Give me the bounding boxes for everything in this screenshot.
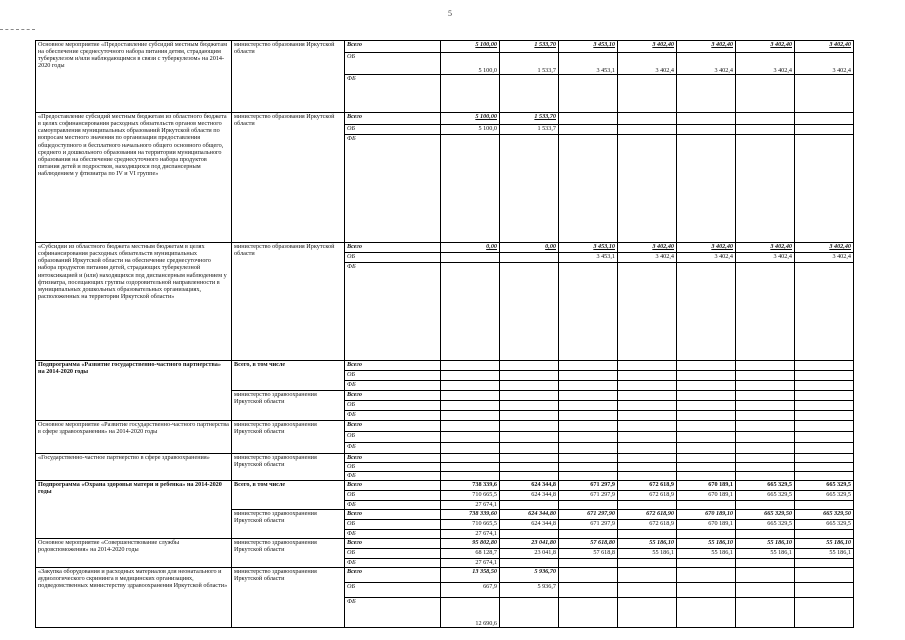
value-cell bbox=[500, 454, 559, 463]
value-cell bbox=[618, 381, 677, 391]
value-cell: 665 329,50 bbox=[795, 510, 854, 520]
value-cell bbox=[736, 401, 795, 411]
value-cell bbox=[618, 371, 677, 381]
value-cell: 665 329,5 bbox=[736, 491, 795, 501]
measure-name: «Субсидии из областного бюджета местным бюджетам в целях софинансирования расходных обязательств муниципальных образований Иркутской области на обеспечение среднесуточного набора продуктов питания детей, страдающих туберкулезной интоксикацией и (или) находящихся под диспансерным наблюдением у фтизиатра, посещающих группы оздоровительной направленности в муниципальных дошкольных образовательных организациях, расположенных на территории Иркутской области» bbox=[36, 243, 232, 361]
table-row bbox=[36, 481, 854, 491]
value-cell bbox=[559, 443, 618, 454]
value-cell bbox=[559, 371, 618, 381]
value-cell: 55 186,1 bbox=[618, 549, 677, 559]
value-cell bbox=[559, 263, 618, 361]
funding-type: ОБ bbox=[345, 401, 441, 411]
executor-name: министерство здравоохранения Иркутской области bbox=[232, 510, 345, 539]
value-cell bbox=[559, 454, 618, 463]
value-cell: 671 297,9 bbox=[559, 520, 618, 530]
value-cell bbox=[795, 401, 854, 411]
scan-edge-rule bbox=[0, 29, 35, 30]
value-cell: 3 402,4 bbox=[677, 253, 736, 263]
value-cell: 738 339,6 bbox=[441, 481, 500, 491]
value-cell: 1 533,7 bbox=[500, 53, 559, 75]
measure-name: Подпрограмма «Охрана здоровья матери и ребенка» на 2014-2020 годы bbox=[36, 481, 232, 539]
value-cell bbox=[441, 371, 500, 381]
table-row bbox=[36, 243, 854, 253]
value-cell: 1 533,70 bbox=[500, 113, 559, 125]
funding-type: Всего bbox=[345, 539, 441, 549]
value-cell bbox=[618, 401, 677, 411]
value-cell: 710 665,5 bbox=[441, 491, 500, 501]
value-cell bbox=[441, 421, 500, 432]
value-cell bbox=[677, 113, 736, 125]
funding-type: ФБ bbox=[345, 443, 441, 454]
value-cell bbox=[795, 361, 854, 371]
value-cell bbox=[559, 135, 618, 243]
measure-name: Подпрограмма «Развитие государственно-частного партнерства» на 2014-2020 годы bbox=[36, 361, 232, 421]
value-cell: 3 402,4 bbox=[618, 53, 677, 75]
value-cell bbox=[441, 253, 500, 263]
funding-type: ОБ bbox=[345, 432, 441, 443]
value-cell: 624 344,8 bbox=[500, 491, 559, 501]
value-cell bbox=[618, 443, 677, 454]
value-cell bbox=[795, 263, 854, 361]
value-cell: 624 344,8 bbox=[500, 520, 559, 530]
value-cell: 68 128,7 bbox=[441, 549, 500, 559]
value-cell bbox=[736, 583, 795, 598]
table-row bbox=[36, 454, 854, 463]
value-cell bbox=[500, 371, 559, 381]
value-cell: 670 189,10 bbox=[677, 510, 736, 520]
funding-type: ОБ bbox=[345, 520, 441, 530]
value-cell: 3 402,4 bbox=[736, 53, 795, 75]
value-cell bbox=[500, 443, 559, 454]
value-cell: 738 339,60 bbox=[441, 510, 500, 520]
value-cell bbox=[795, 432, 854, 443]
table-row bbox=[36, 361, 854, 371]
value-cell bbox=[736, 454, 795, 463]
value-cell: 672 618,9 bbox=[618, 481, 677, 491]
value-cell bbox=[795, 443, 854, 454]
executor-name: Всего, в том числе bbox=[232, 481, 345, 510]
funding-type: Всего bbox=[345, 391, 441, 401]
value-cell bbox=[559, 559, 618, 568]
value-cell bbox=[441, 432, 500, 443]
executor-name: министерство образования Иркутской области bbox=[232, 243, 345, 361]
value-cell: 5 100,00 bbox=[441, 113, 500, 125]
value-cell bbox=[795, 583, 854, 598]
value-cell bbox=[618, 598, 677, 628]
funding-type: ФБ bbox=[345, 381, 441, 391]
funding-type: ОБ bbox=[345, 463, 441, 472]
funding-type: Всего bbox=[345, 361, 441, 371]
value-cell bbox=[677, 263, 736, 361]
value-cell bbox=[618, 113, 677, 125]
funding-type: ОБ bbox=[345, 53, 441, 75]
value-cell bbox=[736, 263, 795, 361]
value-cell bbox=[618, 263, 677, 361]
funding-type: ФБ bbox=[345, 501, 441, 510]
value-cell bbox=[795, 463, 854, 472]
value-cell: 665 329,5 bbox=[736, 520, 795, 530]
value-cell: 3 402,40 bbox=[795, 41, 854, 53]
value-cell bbox=[559, 568, 618, 583]
value-cell bbox=[500, 253, 559, 263]
table-row bbox=[36, 568, 854, 583]
page-number: 5 bbox=[448, 9, 452, 18]
value-cell bbox=[677, 472, 736, 481]
value-cell: 57 618,8 bbox=[559, 549, 618, 559]
value-cell bbox=[795, 135, 854, 243]
value-cell bbox=[677, 391, 736, 401]
value-cell bbox=[795, 125, 854, 135]
value-cell bbox=[736, 381, 795, 391]
value-cell bbox=[559, 583, 618, 598]
funding-type: ФБ bbox=[345, 598, 441, 628]
funding-type: ФБ bbox=[345, 472, 441, 481]
measure-name: Основное мероприятие «Предоставление субсидий местным бюджетам на обеспечение среднесуточного набора питания детям, страдающим туберкулезом и/или наблюдающимся в связи с туберкулезом» на 2014-2020 годы bbox=[36, 41, 232, 113]
value-cell bbox=[500, 75, 559, 113]
executor-name: министерство здравоохранения Иркутской области bbox=[232, 454, 345, 481]
value-cell: 624 344,80 bbox=[500, 510, 559, 520]
measure-name: «Предоставление субсидий местным бюджетам из областного бюджета в целях софинансирования расходных обязательств органов местного самоуправления муниципальных образований Иркутской области по вопросам местного значения по организации предоставления общедоступного и бесплатного начального общего основного общего, среднего и дошкольного образования на территории муниципального образования на обеспечение среднесуточного набора продуктов питания детей и подростков, находящихся под диспансерным наблюдением у фтизиатра по IV и VI группе» bbox=[36, 113, 232, 243]
measure-name: «Закупка оборудования и расходных материалов для неонатального и аудиологического скрининга в медицинских организациях, подведомственных министерству здравоохранения Иркутской области» bbox=[36, 568, 232, 628]
value-cell: 3 453,10 bbox=[559, 243, 618, 253]
value-cell: 55 186,1 bbox=[795, 549, 854, 559]
value-cell: 5 100,0 bbox=[441, 53, 500, 75]
value-cell bbox=[736, 472, 795, 481]
value-cell bbox=[677, 454, 736, 463]
value-cell bbox=[618, 361, 677, 371]
value-cell bbox=[736, 501, 795, 510]
value-cell bbox=[677, 530, 736, 539]
value-cell bbox=[677, 421, 736, 432]
value-cell bbox=[441, 463, 500, 472]
value-cell bbox=[736, 598, 795, 628]
value-cell bbox=[559, 113, 618, 125]
value-cell bbox=[736, 559, 795, 568]
value-cell: 665 329,5 bbox=[795, 481, 854, 491]
funding-type: ФБ bbox=[345, 559, 441, 568]
value-cell bbox=[441, 443, 500, 454]
value-cell bbox=[441, 411, 500, 421]
funding-type: ОБ bbox=[345, 549, 441, 559]
funding-type: ОБ bbox=[345, 125, 441, 135]
value-cell bbox=[500, 421, 559, 432]
value-cell: 624 344,8 bbox=[500, 481, 559, 491]
value-cell bbox=[677, 125, 736, 135]
value-cell bbox=[795, 598, 854, 628]
executor-name: министерство здравоохранения Иркутской области bbox=[232, 391, 345, 421]
value-cell bbox=[736, 135, 795, 243]
executor-name: министерство образования Иркутской области bbox=[232, 113, 345, 243]
value-cell: 3 402,40 bbox=[677, 243, 736, 253]
value-cell: 27 674,1 bbox=[441, 530, 500, 539]
value-cell bbox=[677, 501, 736, 510]
executor-name: министерство здравоохранения Иркутской области bbox=[232, 539, 345, 568]
value-cell bbox=[500, 530, 559, 539]
value-cell bbox=[736, 568, 795, 583]
value-cell bbox=[618, 75, 677, 113]
value-cell: 5 936,70 bbox=[500, 568, 559, 583]
value-cell bbox=[441, 391, 500, 401]
value-cell bbox=[677, 135, 736, 243]
funding-type: ФБ bbox=[345, 263, 441, 361]
value-cell bbox=[618, 559, 677, 568]
value-cell: 3 402,4 bbox=[795, 53, 854, 75]
value-cell bbox=[795, 391, 854, 401]
value-cell bbox=[795, 381, 854, 391]
value-cell bbox=[736, 75, 795, 113]
value-cell bbox=[618, 463, 677, 472]
value-cell bbox=[441, 401, 500, 411]
value-cell bbox=[618, 501, 677, 510]
value-cell bbox=[795, 454, 854, 463]
value-cell bbox=[500, 472, 559, 481]
funding-type: Всего bbox=[345, 454, 441, 463]
value-cell: 55 186,10 bbox=[795, 539, 854, 549]
value-cell: 670 189,1 bbox=[677, 491, 736, 501]
value-cell: 665 329,5 bbox=[795, 491, 854, 501]
value-cell bbox=[559, 75, 618, 113]
value-cell bbox=[500, 559, 559, 568]
value-cell: 23 041,8 bbox=[500, 549, 559, 559]
table-row bbox=[36, 41, 854, 53]
value-cell bbox=[559, 530, 618, 539]
executor-name: министерство образования Иркутской области bbox=[232, 41, 345, 113]
value-cell bbox=[736, 125, 795, 135]
value-cell bbox=[618, 454, 677, 463]
value-cell: 710 665,5 bbox=[441, 520, 500, 530]
value-cell bbox=[677, 583, 736, 598]
value-cell bbox=[559, 472, 618, 481]
measure-name: Основное мероприятие «Развитие государственно-частного партнерства в сфере здравоохранения» на 2014-2020 годы bbox=[36, 421, 232, 454]
value-cell bbox=[736, 530, 795, 539]
value-cell bbox=[618, 472, 677, 481]
value-cell bbox=[500, 391, 559, 401]
funding-type: Всего bbox=[345, 568, 441, 583]
value-cell: 672 618,9 bbox=[618, 520, 677, 530]
value-cell bbox=[677, 401, 736, 411]
executor-name: министерство здравоохранения Иркутской области bbox=[232, 421, 345, 454]
value-cell: 3 402,40 bbox=[795, 243, 854, 253]
value-cell bbox=[559, 411, 618, 421]
value-cell: 3 453,1 bbox=[559, 253, 618, 263]
value-cell bbox=[559, 381, 618, 391]
funding-type: Всего bbox=[345, 113, 441, 125]
table-row bbox=[36, 421, 854, 432]
value-cell bbox=[559, 598, 618, 628]
funding-type: ФБ bbox=[345, 530, 441, 539]
value-cell: 670 189,1 bbox=[677, 520, 736, 530]
value-cell bbox=[736, 421, 795, 432]
value-cell bbox=[677, 371, 736, 381]
value-cell bbox=[736, 432, 795, 443]
executor-name: Всего, в том числе bbox=[232, 361, 345, 391]
value-cell: 55 186,1 bbox=[677, 549, 736, 559]
value-cell: 5 936,7 bbox=[500, 583, 559, 598]
budget-table bbox=[35, 40, 854, 628]
value-cell bbox=[441, 263, 500, 361]
value-cell bbox=[618, 135, 677, 243]
value-cell: 95 802,80 bbox=[441, 539, 500, 549]
value-cell: 3 402,40 bbox=[618, 243, 677, 253]
value-cell bbox=[441, 454, 500, 463]
value-cell: 13 358,50 bbox=[441, 568, 500, 583]
value-cell bbox=[441, 75, 500, 113]
value-cell: 3 402,40 bbox=[618, 41, 677, 53]
value-cell: 3 402,40 bbox=[677, 41, 736, 53]
table-row bbox=[36, 113, 854, 125]
value-cell bbox=[559, 401, 618, 411]
value-cell: 27 674,1 bbox=[441, 559, 500, 568]
value-cell bbox=[795, 530, 854, 539]
funding-type: ОБ bbox=[345, 583, 441, 598]
value-cell bbox=[618, 432, 677, 443]
value-cell bbox=[795, 113, 854, 125]
value-cell bbox=[500, 432, 559, 443]
value-cell: 665 329,5 bbox=[736, 481, 795, 491]
value-cell: 27 674,1 bbox=[441, 501, 500, 510]
value-cell bbox=[559, 421, 618, 432]
value-cell bbox=[795, 568, 854, 583]
value-cell bbox=[618, 411, 677, 421]
value-cell: 57 618,80 bbox=[559, 539, 618, 549]
value-cell: 3 402,40 bbox=[736, 243, 795, 253]
value-cell bbox=[559, 463, 618, 472]
value-cell bbox=[736, 371, 795, 381]
value-cell bbox=[736, 411, 795, 421]
value-cell: 1 533,70 bbox=[500, 41, 559, 53]
value-cell: 5 100,00 bbox=[441, 41, 500, 53]
value-cell: 672 618,9 bbox=[618, 491, 677, 501]
value-cell bbox=[795, 472, 854, 481]
value-cell bbox=[500, 598, 559, 628]
value-cell bbox=[795, 559, 854, 568]
value-cell bbox=[559, 125, 618, 135]
executor-name: министерство здравоохранения Иркутской области bbox=[232, 568, 345, 628]
value-cell bbox=[618, 421, 677, 432]
value-cell: 55 186,10 bbox=[677, 539, 736, 549]
value-cell: 671 297,9 bbox=[559, 491, 618, 501]
value-cell bbox=[559, 361, 618, 371]
value-cell bbox=[736, 113, 795, 125]
table-row bbox=[36, 539, 854, 549]
value-cell bbox=[441, 472, 500, 481]
value-cell: 0,00 bbox=[441, 243, 500, 253]
value-cell bbox=[677, 463, 736, 472]
value-cell bbox=[500, 411, 559, 421]
funding-type: Всего bbox=[345, 243, 441, 253]
funding-type: ОБ bbox=[345, 491, 441, 501]
value-cell bbox=[559, 391, 618, 401]
value-cell bbox=[500, 463, 559, 472]
value-cell: 0,00 bbox=[500, 243, 559, 253]
value-cell bbox=[677, 75, 736, 113]
value-cell: 3 402,4 bbox=[736, 253, 795, 263]
funding-type: Всего bbox=[345, 481, 441, 491]
value-cell bbox=[500, 501, 559, 510]
value-cell: 671 297,90 bbox=[559, 510, 618, 520]
value-cell bbox=[559, 501, 618, 510]
value-cell: 3 453,10 bbox=[559, 41, 618, 53]
value-cell: 5 100,0 bbox=[441, 125, 500, 135]
value-cell bbox=[677, 559, 736, 568]
value-cell: 665 329,5 bbox=[795, 520, 854, 530]
value-cell bbox=[618, 391, 677, 401]
value-cell bbox=[795, 75, 854, 113]
value-cell: 3 402,4 bbox=[618, 253, 677, 263]
value-cell bbox=[500, 263, 559, 361]
value-cell: 55 186,1 bbox=[736, 549, 795, 559]
value-cell: 665 329,50 bbox=[736, 510, 795, 520]
value-cell bbox=[677, 568, 736, 583]
value-cell: 667,9 bbox=[441, 583, 500, 598]
funding-type: Всего bbox=[345, 421, 441, 432]
value-cell bbox=[500, 381, 559, 391]
value-cell: 670 189,1 bbox=[677, 481, 736, 491]
value-cell: 1 533,7 bbox=[500, 125, 559, 135]
value-cell bbox=[736, 443, 795, 454]
value-cell: 3 402,4 bbox=[677, 53, 736, 75]
value-cell bbox=[736, 361, 795, 371]
value-cell: 55 186,10 bbox=[736, 539, 795, 549]
funding-type: ФБ bbox=[345, 411, 441, 421]
value-cell bbox=[559, 432, 618, 443]
value-cell: 3 402,4 bbox=[795, 253, 854, 263]
funding-type: Всего bbox=[345, 41, 441, 53]
value-cell: 12 690,6 bbox=[441, 598, 500, 628]
value-cell: 55 186,10 bbox=[618, 539, 677, 549]
funding-type: ОБ bbox=[345, 371, 441, 381]
value-cell bbox=[500, 361, 559, 371]
value-cell: 672 618,90 bbox=[618, 510, 677, 520]
value-cell bbox=[795, 411, 854, 421]
value-cell bbox=[677, 432, 736, 443]
value-cell bbox=[618, 125, 677, 135]
value-cell bbox=[441, 361, 500, 371]
value-cell bbox=[618, 530, 677, 539]
value-cell bbox=[618, 568, 677, 583]
funding-type: Всего bbox=[345, 510, 441, 520]
funding-type: ФБ bbox=[345, 75, 441, 113]
value-cell bbox=[677, 361, 736, 371]
value-cell bbox=[677, 411, 736, 421]
value-cell bbox=[795, 421, 854, 432]
value-cell bbox=[677, 381, 736, 391]
value-cell bbox=[441, 135, 500, 243]
measure-name: «Государственно-частное партнерство в сфере здравоохранения» bbox=[36, 454, 232, 481]
funding-type: ОБ bbox=[345, 253, 441, 263]
value-cell: 23 041,80 bbox=[500, 539, 559, 549]
value-cell: 3 453,1 bbox=[559, 53, 618, 75]
value-cell bbox=[736, 391, 795, 401]
value-cell bbox=[795, 501, 854, 510]
value-cell bbox=[677, 598, 736, 628]
value-cell bbox=[500, 401, 559, 411]
value-cell bbox=[677, 443, 736, 454]
value-cell bbox=[795, 371, 854, 381]
measure-name: Основное мероприятие «Совершенствование службы родовспоможения» на 2014-2020 годы bbox=[36, 539, 232, 568]
funding-type: ФБ bbox=[345, 135, 441, 243]
value-cell bbox=[500, 135, 559, 243]
value-cell: 3 402,40 bbox=[736, 41, 795, 53]
value-cell: 671 297,9 bbox=[559, 481, 618, 491]
value-cell bbox=[441, 381, 500, 391]
value-cell bbox=[618, 583, 677, 598]
value-cell bbox=[736, 463, 795, 472]
